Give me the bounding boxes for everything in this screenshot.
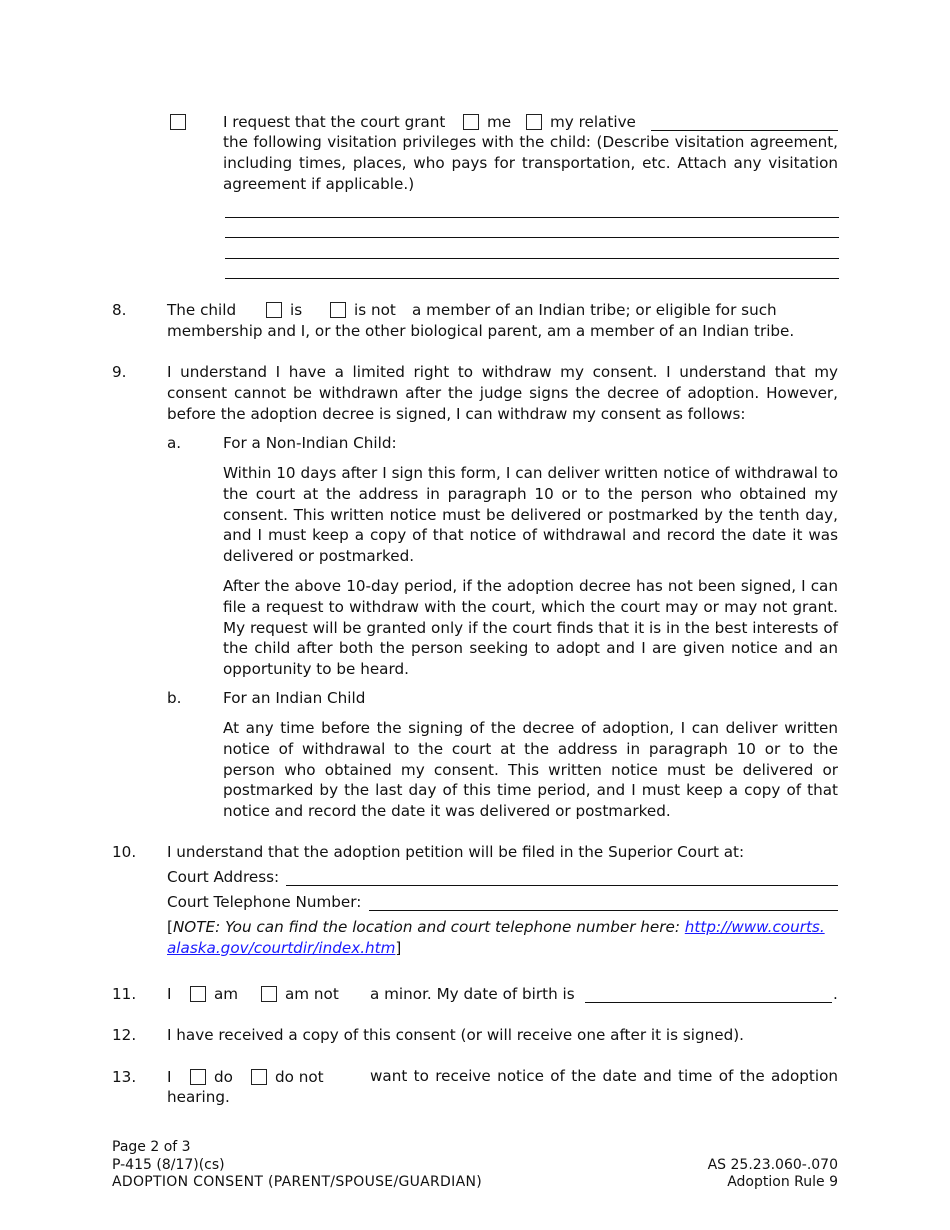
item-9a-paragraph-1: Within 10 days after I sign this form, I can deliver written notice of withdrawal to the court at the address in paragraph 10 or to the person who obtained my consent. This written notice must be delivered or postmarked by the tenth day, and I must keep a copy of that notice of withdrawal and record the date it was delivered or postmarked. <box>223 464 838 565</box>
am-not-minor-label: am not <box>285 985 339 1003</box>
note-text: NOTE: You can find the location and court telephone number here: <box>172 918 685 936</box>
court-directory-link[interactable]: http://www.courts. <box>684 918 825 936</box>
visitation-line-4: agreement if applicable.) <box>223 175 415 193</box>
am-minor-checkbox[interactable] <box>190 986 206 1002</box>
item-9a-paragraph-2: After the above 10-day period, if the adoption decree has not been signed, I can file a request to withdraw with the court, which the court may or may not grant. My request will be granted only if the court finds that it is in the best interests of the child after both the person seeking to adopt and I are given notice and an opportunity to be heard. <box>223 577 838 678</box>
item-8-line-2: membership and I, or the other biological parent, am a member of an Indian tribe. <box>167 322 795 340</box>
am-minor-label: am <box>214 985 239 1003</box>
visitation-lead: I request that the court grant <box>223 113 446 131</box>
item-11-lead: I <box>167 985 172 1003</box>
item-12-number: 12. <box>112 1026 137 1044</box>
child-is-not-checkbox[interactable] <box>330 302 346 318</box>
court-phone-field[interactable] <box>369 910 838 911</box>
date-of-birth-field[interactable] <box>585 1002 832 1003</box>
visitation-me-label: me <box>487 113 512 131</box>
item-9b-title: For an Indian Child <box>223 689 366 707</box>
visitation-line-3: including times, places, who pays for transportation, etc. Attach any visitation <box>223 154 838 172</box>
footer-rule: Adoption Rule 9 <box>727 1174 838 1190</box>
item-13-lead: I <box>167 1068 172 1086</box>
item-13-rest: want to receive notice of the date and time of the adoption <box>370 1067 838 1085</box>
visitation-answer-line-3[interactable] <box>225 258 839 259</box>
court-directory-note <box>167 917 842 958</box>
item-9-number: 9. <box>112 363 127 381</box>
notice-do-label: do <box>214 1068 233 1086</box>
notice-do-not-checkbox[interactable] <box>251 1069 267 1085</box>
item-11-rest: a minor. My date of birth is <box>370 985 575 1003</box>
relative-name-field[interactable] <box>651 130 838 131</box>
child-is-label: is <box>290 301 303 319</box>
item-8-number: 8. <box>112 301 127 319</box>
visitation-answer-line-4[interactable] <box>225 278 839 279</box>
item-12-text: I have received a copy of this consent (or will receive one after it is signed). <box>167 1026 745 1044</box>
court-directory-link-cont[interactable]: alaska.gov/courtdir/index.htm <box>167 938 396 957</box>
notice-do-checkbox[interactable] <box>190 1069 206 1085</box>
item-8-rest: a member of an Indian tribe; or eligible for such <box>412 301 777 319</box>
court-phone-label: Court Telephone Number: <box>167 893 362 911</box>
item-10-number: 10. <box>112 843 137 861</box>
visitation-line-2: the following visitation privileges with the child: (Describe visitation agreement, <box>223 133 838 151</box>
item-9-intro: I understand I have a limited right to withdraw my consent. I understand that my consent cannot be withdrawn after the judge signs the decree of adoption. However, before the adoption decree is signed, I can withdraw my consent as follows: <box>167 363 838 423</box>
footer-form-number: P-415 (8/17)(cs) <box>112 1157 225 1173</box>
footer-form-title: ADOPTION CONSENT (PARENT/SPOUSE/GUARDIAN) <box>112 1174 482 1190</box>
court-address-field[interactable] <box>286 885 838 886</box>
note-close-bracket: ] <box>395 938 402 957</box>
visitation-request-checkbox[interactable] <box>170 114 186 130</box>
am-not-minor-checkbox[interactable] <box>261 986 277 1002</box>
item-13-line-2: hearing. <box>167 1088 230 1106</box>
item-9b-label: b. <box>167 689 182 707</box>
item-11-period: . <box>833 985 838 1003</box>
item-8-lead: The child <box>167 301 237 319</box>
footer-page-number: Page 2 of 3 <box>112 1139 191 1155</box>
child-is-checkbox[interactable] <box>266 302 282 318</box>
visitation-me-checkbox[interactable] <box>463 114 479 130</box>
note-open-bracket: [ <box>167 918 173 936</box>
visitation-relative-checkbox[interactable] <box>526 114 542 130</box>
visitation-answer-line-2[interactable] <box>225 237 839 238</box>
visitation-relative-label: my relative <box>550 113 636 131</box>
item-10-intro: I understand that the adoption petition will be filed in the Superior Court at: <box>167 843 745 861</box>
item-9a-label: a. <box>167 434 182 452</box>
visitation-answer-line-1[interactable] <box>225 217 839 218</box>
notice-do-not-label: do not <box>275 1068 324 1086</box>
footer-statute: AS 25.23.060-.070 <box>707 1157 838 1173</box>
court-address-label: Court Address: <box>167 868 280 886</box>
item-9b-paragraph: At any time before the signing of the decree of adoption, I can deliver written notice of withdrawal to the court at the address in paragraph 10 or to the person who obtained my consent. This written notice must be delivered or postmarked by the last day of this time period, and I must keep a copy of that notice and record the date it was delivered or postmarked. <box>223 719 838 820</box>
item-9a-title: For a Non-Indian Child: <box>223 434 397 452</box>
item-13-number: 13. <box>112 1068 137 1086</box>
item-11-number: 11. <box>112 985 137 1003</box>
child-is-not-label: is not <box>354 301 396 319</box>
